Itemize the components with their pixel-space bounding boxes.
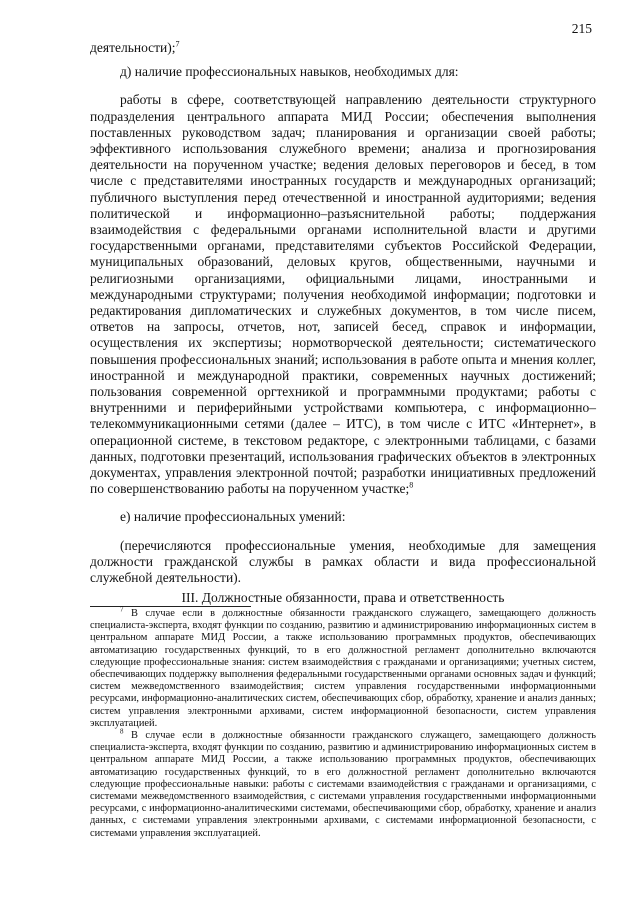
footnote-mark-8: 8: [120, 727, 124, 736]
footnote-8-text: В случае если в должностные обязанности гражданского служащего, замещающего должность специалиста-эксперта, входят функции по созданию, развитию и администрированию информационных систем в центральном аппарате МИД России, а также использованию программных продуктов, обеспечивающих автоматизацию государственных функций, то в его должностной регламент дополнительно включаются следующие профессиональные навыки: работы с системами взаимодействия с гражданами и организациями, с системами межведомственного взаимодействия, с системами управления государственными информационными ресурсами, с информационно-аналитическими системами, обеспечивающими сбор, обработку, хранение и анализ данных, с системами управления электронными архивами, с системами информационной безопасности, с системами управления эксплуатацией.: [90, 730, 596, 839]
footnotes: [90, 605, 596, 840]
continuation-text: деятельности);: [90, 40, 176, 55]
footnote-mark-7: 7: [120, 605, 124, 614]
section-heading: III. Должностные обязанности, права и ответственность: [181, 590, 505, 606]
continuation-line: [90, 40, 596, 56]
footnote-ref-7[interactable]: 7: [175, 39, 180, 49]
footnote-divider: [90, 606, 251, 607]
item-d-heading: д) наличие профессиональных навыков, необходимых для:: [120, 64, 459, 80]
document-body: [90, 40, 596, 607]
footnote-7: [90, 605, 596, 730]
page-number: 215: [571, 21, 592, 36]
footnote-7-text: В случае если в должностные обязанности гражданского служащего, замещающего должность специалиста-эксперта, входят функции по созданию, развитию и администрированию информационных систем в центральном аппарате МИД России, а также использованию программных продуктов, обеспечивающих автоматизацию государственных функций, то в его должностной регламент дополнительно включаются следующие профессиональные знания: систем взаимодействия с гражданами и организациями; учетных систем, обеспечивающих поддержку выполнения федеральными государственными органами основных задач и функций; систем межведомственного взаимодействия; систем управления государственными информационными ресурсами, информационно-аналитических систем, обеспечивающих сбор, обработку, хранение и анализ данных; систем управления электронными архивами, систем информационной безопасности, систем управления эксплуатацией.: [90, 608, 596, 729]
item-d-text: работы в сфере, соответствующей направлению деятельности структурного подразделения центрального аппарата МИД России; обеспечения выполнения поставленных руководством задач; планирования и организации своей работы; эффективного использования служебного времени; анализа и прогнозирования деятельности на порученном участке; ведения деловых переговоров и бесед, в том числе с представителями иностранных государств и международных организаций; публичного выступления перед отечественной и иностранной аудиториями; ведения политической и информационно–разъяснительной работы; поддержания взаимодействия с федеральными органами исполнительной власти и другими государственными органами, представителями субъектов Российской Федерации, муниципальных образований, деловых кругов, общественными, научными и религиозными организациями, официальными лицами, иностранными и международными структурами; получения необходимой информации; подготовки и редактирования дипломатических и служебных документов, в том числе писем, ответов на запросы, отчетов, нот, записей бесед, справок и информации, осуществления их экспертизы; нормотворческой деятельности; систематического повышения профессиональных знаний; использования в работе опыта и мнения коллег, иностранной и международной практики, современных научных достижений; пользования современной оргтехникой и программными продуктами; работы с внутренними и периферийными устройствами компьютера, с информационно–телекоммуникационными сетями (далее – ИТС), в том числе с ИТС «Интернет», в операционной системе, в текстовом редакторе, с электронными таблицами, с базами данных, подготовки презентаций, использования графических объектов в электронных документах, управления электронной почтой; разработки инициативных предложений по совершенствованию работы на порученном участке;: [90, 92, 596, 497]
item-d-paragraph: [90, 92, 596, 497]
item-e-heading: е) наличие профессиональных умений:: [120, 509, 346, 525]
item-e-paragraph: (перечисляются профессиональные умения, необходимые для замещения должности гражданской службы в рамках области и вида профессиональной служебной деятельности).: [90, 537, 596, 586]
footnote-8: [90, 727, 596, 840]
footnote-ref-8[interactable]: 8: [409, 480, 414, 490]
